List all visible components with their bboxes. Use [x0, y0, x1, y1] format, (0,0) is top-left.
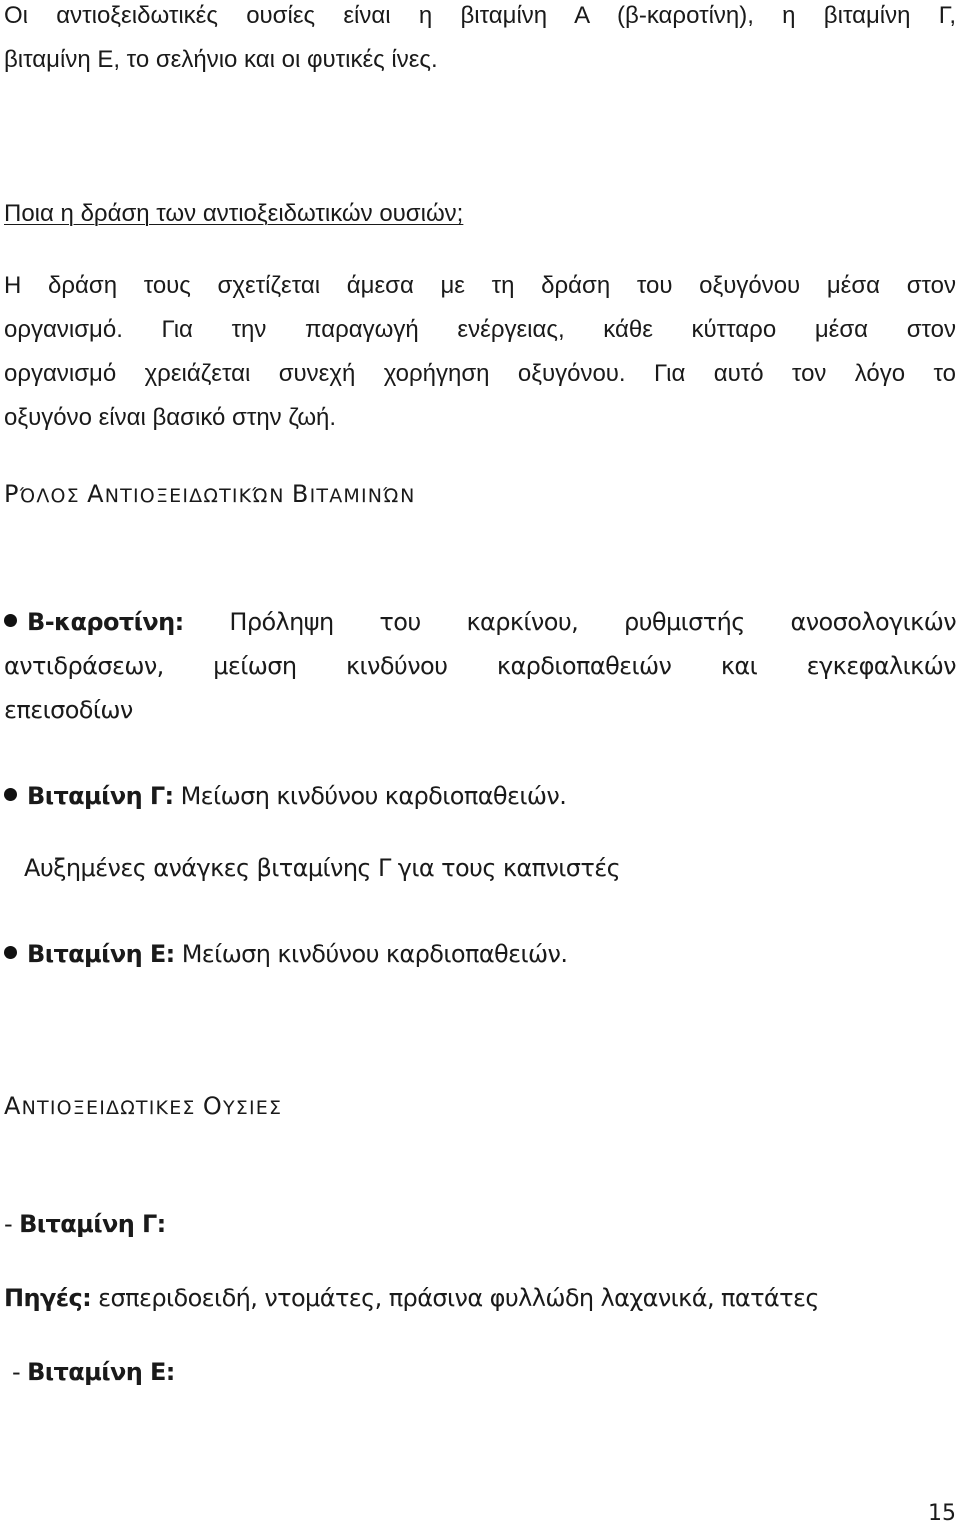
question-paragraph-line-3: οργανισμό χρειάζεται συνεχή χορήγηση οξυγόνου. Για αυτό τον λόγο το: [4, 360, 956, 387]
bullet-label: Βιταμίνη Γ:: [27, 782, 174, 810]
sources-text: εσπεριδοειδή, ντομάτες, πράσινα φυλλώδη λαχανικά, πατάτες: [98, 1284, 819, 1312]
bullet-item-vitamin-c: [4, 784, 566, 808]
bullet-text-line-2: αντιδράσεων, μείωση κινδύνου καρδιοπαθειών και εγκεφαλικών: [4, 652, 956, 680]
heading-word1-initial: Α: [4, 1092, 22, 1120]
question-heading: Ποια η δράση των αντιοξειδωτικών ουσιών;: [4, 200, 464, 227]
question-paragraph-line-4: οξυγόνο είναι βασικό στην ζωή.: [4, 404, 337, 431]
page-number: 15: [928, 1501, 956, 1526]
heading-word1-rest: ΝΤΙΟΞΕΙΔΩΤΙΚΕΣ: [21, 1097, 196, 1119]
bullet-item-beta-carotene: [4, 610, 956, 634]
bullet-text: Μείωση κινδύνου καρδιοπαθειών.: [180, 782, 567, 810]
heading-word3-initial: Β: [291, 480, 310, 508]
dash-prefix: -: [4, 1210, 13, 1238]
question-paragraph-line-1: Η δράση τους σχετίζεται άμεσα με τη δράση του οξυγόνου μέσα στον: [4, 272, 956, 299]
vitamin-e-entry: [12, 1360, 175, 1384]
bullet-label: Β-καροτίνη:: [27, 608, 184, 636]
dash-prefix: -: [12, 1358, 21, 1386]
vitamin-c-smokers-note: Αυξημένες ανάγκες βιταμίνης Γ για τους καπνιστές: [24, 854, 621, 882]
heading-word2-rest: ΝΤΙΟΞΕΙΔΩΤΙΚΏΝ: [104, 485, 285, 507]
question-paragraph-line-2: οργανισμό. Για την παραγωγή ενέργειας, κάθε κύτταρο μέσα στον: [4, 316, 956, 343]
sources-label: Πηγές:: [4, 1284, 92, 1312]
bullet-dot-icon: [4, 788, 17, 801]
bullet-label: Βιταμίνη Ε:: [27, 940, 175, 968]
bullet-text: Μείωση κινδύνου καρδιοπαθειών.: [181, 940, 568, 968]
intro-line-1: Οι αντιοξειδωτικές ουσίες είναι η βιταμίνη Α (β-καροτίνη), η βιταμίνη Γ,: [4, 2, 956, 29]
intro-line-2: βιταμίνη Ε, το σελήνιο και οι φυτικές ίνες.: [4, 46, 438, 73]
bullet-text-line-1: Πρόληψη του καρκίνου, ρυθμιστής ανοσολογικών: [229, 608, 956, 636]
bullet-dot-icon: [4, 614, 17, 627]
section-heading-antioxidant-vitamins: [4, 482, 416, 506]
heading-word2-initial: Ο: [202, 1092, 223, 1120]
heading-word2-rest: ΥΣΙΕΣ: [222, 1097, 283, 1119]
section-heading-antioxidant-substances: [4, 1094, 282, 1118]
vitamin-c-entry: [4, 1212, 166, 1236]
bullet-item-vitamin-e: [4, 942, 567, 966]
bullet-text-line-3: επεισοδίων: [4, 696, 133, 724]
heading-word1-rest: ΌΛΟΣ: [19, 485, 80, 507]
bullet-dot-icon: [4, 946, 17, 959]
sources-line: [4, 1286, 819, 1310]
heading-word1-initial: Ρ: [4, 480, 20, 508]
heading-word3-rest: ΙΤΑΜΙΝΏΝ: [309, 485, 416, 507]
vitamin-e-label: Βιταμίνη Ε:: [27, 1358, 175, 1386]
vitamin-c-label: Βιταμίνη Γ:: [19, 1210, 166, 1238]
heading-word2-initial: Α: [87, 480, 105, 508]
